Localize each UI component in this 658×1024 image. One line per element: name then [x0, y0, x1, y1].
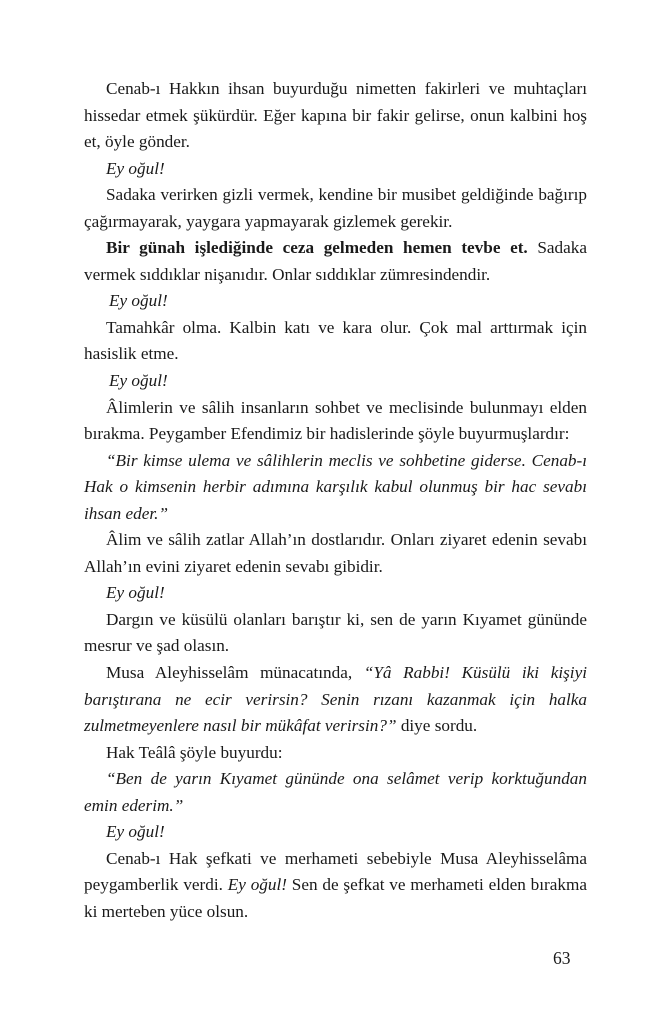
paragraph-5: Âlimlerin ve sâlih insanların sohbet ve meclisinde bulunmayı elden bırakma. Peygamber Efendimiz bir hadislerinde şöyle buyurmuşlardır:	[84, 397, 587, 444]
paragraph-3-rest: Sadaka vermek sıddıklar nişanıdır. Onlar sıddıklar zümresindendir.	[84, 238, 587, 284]
paragraph-1: Cenab-ı Hakkın ihsan buyurduğu nimetten fakirleri ve muhtaçları hissedar etmek şükürdür. Eğer kapına bir fakir gelirse, onun kalbini hoş et, öyle gönder.	[84, 79, 587, 152]
page-number: 63	[553, 948, 571, 968]
paragraph-3	[84, 235, 587, 288]
ey-ogul-heading-1: Ey oğul!	[106, 158, 165, 178]
paragraph-10-ey-ogul: Ey oğul!	[227, 875, 287, 895]
paragraph-7: Dargın ve küsülü olanları barıştır ki, sen de yarın Kıyamet gününde mesrur ve şad olasın.	[84, 609, 587, 656]
divine-reply-quote: “Ben de yarın Kıyamet gününde ona selâmet verip korktuğundan emin ederim.”	[84, 769, 587, 815]
paragraph-10	[84, 846, 587, 926]
ey-ogul-heading-4: Ey oğul!	[106, 583, 165, 603]
paragraph-2: Sadaka verirken gizli vermek, kendine bir musibet geldiğinde bağırıp çağırmayarak, yaygara yapmayarak gizlemek gerekir.	[84, 185, 587, 231]
paragraph-6: Âlim ve sâlih zatlar Allah’ın dostlarıdır. Onları ziyaret edenin sevabı Allah’ın evini ziyaret edenin sevabı gibidir.	[84, 530, 587, 576]
paragraph-9: Hak Teâlâ şöyle buyurdu:	[106, 742, 283, 762]
paragraph-10-end: Sen de şefkat ve merhameti elden bırakma ki merteben yüce olsun.	[84, 875, 587, 921]
paragraph-4: Tamahkâr olma. Kalbin katı ve kara olur. Çok mal arttırmak için hasislik etme.	[84, 317, 587, 364]
body-text	[84, 76, 587, 926]
paragraph-10-start: Cenab-ı Hak şefkati ve merhameti sebebiyle Musa Aleyhisselâma peygamberlik verdi.	[84, 848, 587, 895]
hadith-quote: “Bir kimse ulema ve sâlihlerin meclis ve sohbetine giderse. Cenab-ı Hak o kimsenin herbir adımına karşılık kabul olunmuş bir hac sevabı ihsan eder.”	[84, 450, 587, 523]
musa-quote: “Yâ Rabbi! Küsülü iki kişiyi barıştırana ne ecir verirsin? Senin rızanı kazanmak için halka zulmetmeyenlere nasıl bir mükâfat verirsin?”	[84, 663, 587, 736]
paragraph-8-start: Musa Aleyhisselâm münacatında,	[106, 663, 364, 683]
ey-ogul-heading-2: Ey oğul!	[109, 291, 168, 311]
paragraph-8-end: diye sordu.	[396, 716, 478, 736]
paragraph-8	[84, 660, 587, 740]
ey-ogul-heading-5: Ey oğul!	[106, 822, 165, 842]
bold-sentence: Bir günah işlediğinde ceza gelmeden hemen tevbe et.	[106, 238, 528, 258]
ey-ogul-heading-3: Ey oğul!	[109, 371, 168, 391]
